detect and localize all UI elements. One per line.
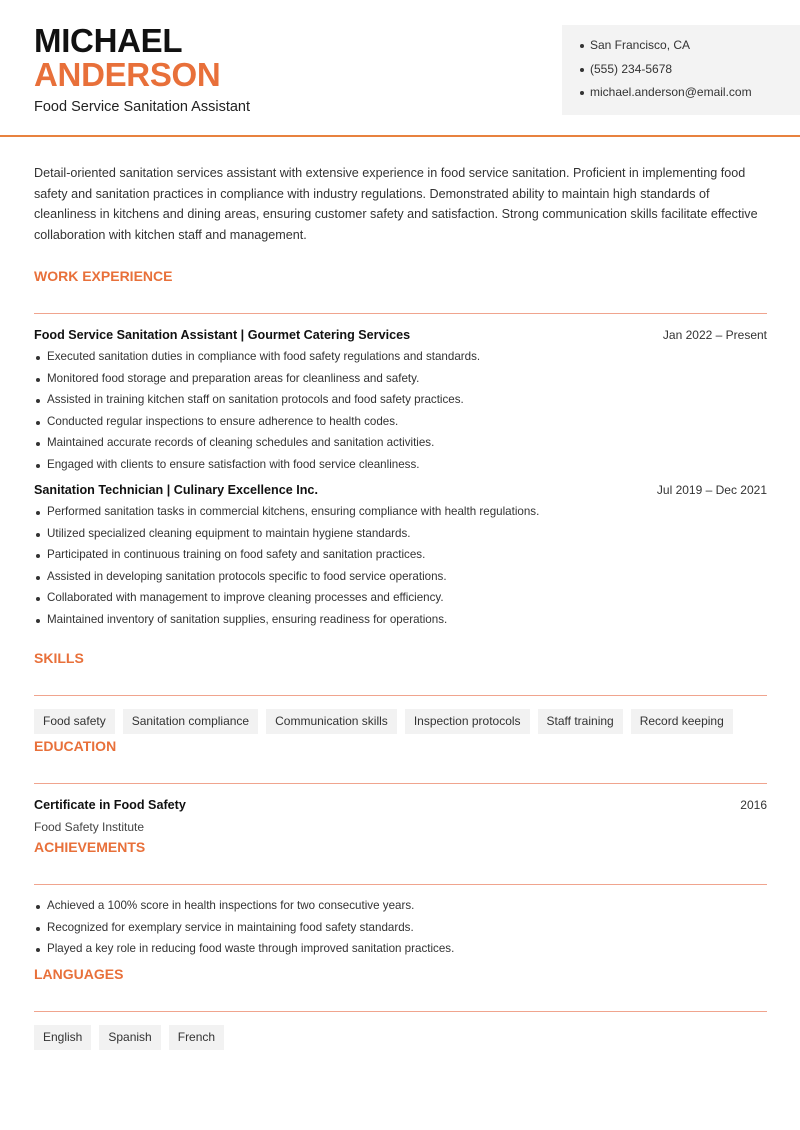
candidate-name: [34, 24, 220, 92]
languages-section: [34, 966, 767, 1050]
skill-chip: Food safety: [34, 709, 115, 734]
bullet-item: Performed sanitation tasks in commercial kitchens, ensuring compliance with health regulations.: [34, 505, 767, 527]
bullet-item: Participated in continuous training on food safety and sanitation practices.: [34, 548, 767, 570]
job-title: Sanitation Technician | Culinary Excellence Inc.: [34, 483, 318, 497]
language-chip: English: [34, 1025, 91, 1050]
bullet-item: Conducted regular inspections to ensure adherence to health codes.: [34, 415, 767, 437]
skill-chip: Sanitation compliance: [123, 709, 258, 734]
bullet-item: Assisted in developing sanitation protocols specific to food service operations.: [34, 570, 767, 592]
bullet-item: Maintained accurate records of cleaning schedules and sanitation activities.: [34, 436, 767, 458]
skill-chip: Communication skills: [266, 709, 397, 734]
language-chip: French: [169, 1025, 224, 1050]
first-name: MICHAEL: [34, 22, 183, 59]
skill-chip: Inspection protocols: [405, 709, 530, 734]
bullet-item: Monitored food storage and preparation areas for cleanliness and safety.: [34, 372, 767, 394]
achievements-section: [34, 839, 767, 964]
bullet-item: Assisted in training kitchen staff on sanitation protocols and food safety practices.: [34, 393, 767, 415]
degree: Certificate in Food Safety: [34, 798, 186, 812]
bullet-item: Collaborated with management to improve cleaning processes and efficiency.: [34, 591, 767, 613]
section-heading: SKILLS: [34, 650, 767, 696]
job-title: Food Service Sanitation Assistant | Gourmet Catering Services: [34, 328, 411, 342]
language-chip: Spanish: [99, 1025, 160, 1050]
last-name: ANDERSON: [34, 56, 221, 93]
contact-email: michael.anderson@email.com: [580, 85, 800, 109]
section-heading: ACHIEVEMENTS: [34, 839, 767, 885]
skills-section: [34, 650, 767, 734]
job-dates: Jan 2022 – Present: [662, 328, 767, 342]
section-heading: LANGUAGES: [34, 966, 767, 1012]
job-entry: [34, 483, 767, 634]
bullet-item: Executed sanitation duties in compliance with food safety regulations and standards.: [34, 350, 767, 372]
achievement-item: Recognized for exemplary service in maintaining food safety standards.: [34, 921, 767, 943]
contact-phone: (555) 234-5678: [580, 62, 800, 86]
bullet-item: Utilized specialized cleaning equipment to maintain hygiene standards.: [34, 527, 767, 549]
contact-location: San Francisco, CA: [580, 38, 800, 62]
skill-chip: Staff training: [538, 709, 623, 734]
work-experience-section: [34, 268, 767, 634]
achievement-item: Played a key role in reducing food waste through improved sanitation practices.: [34, 942, 767, 964]
skill-chip: Record keeping: [631, 709, 733, 734]
education-year: 2016: [740, 798, 767, 812]
institution: Food Safety Institute: [34, 820, 145, 834]
job-title: Food Service Sanitation Assistant: [34, 99, 251, 115]
section-heading: WORK EXPERIENCE: [34, 268, 767, 314]
job-entry: [34, 328, 767, 479]
resume-header: [0, 0, 800, 137]
bullet-item: Engaged with clients to ensure satisfaction with food service cleanliness.: [34, 458, 767, 480]
education-section: [34, 738, 767, 834]
summary: Detail-oriented sanitation services assistant with extensive experience in food service sanitation. Proficient in implementing food safety and sanitation practices in compliance with industry regulations. Demonstrated ability to maintain high standards of cleanliness in kitchens and dining areas, ensuring customer safety and satisfaction. Strong communication skills facilitate effective collaboration with kitchen staff and management.: [34, 166, 758, 243]
section-heading: EDUCATION: [34, 738, 767, 784]
job-dates: Jul 2019 – Dec 2021: [656, 483, 767, 497]
bullet-item: Maintained inventory of sanitation supplies, ensuring readiness for operations.: [34, 613, 767, 635]
contact-box: [562, 25, 800, 115]
achievement-item: Achieved a 100% score in health inspections for two consecutive years.: [34, 899, 767, 921]
